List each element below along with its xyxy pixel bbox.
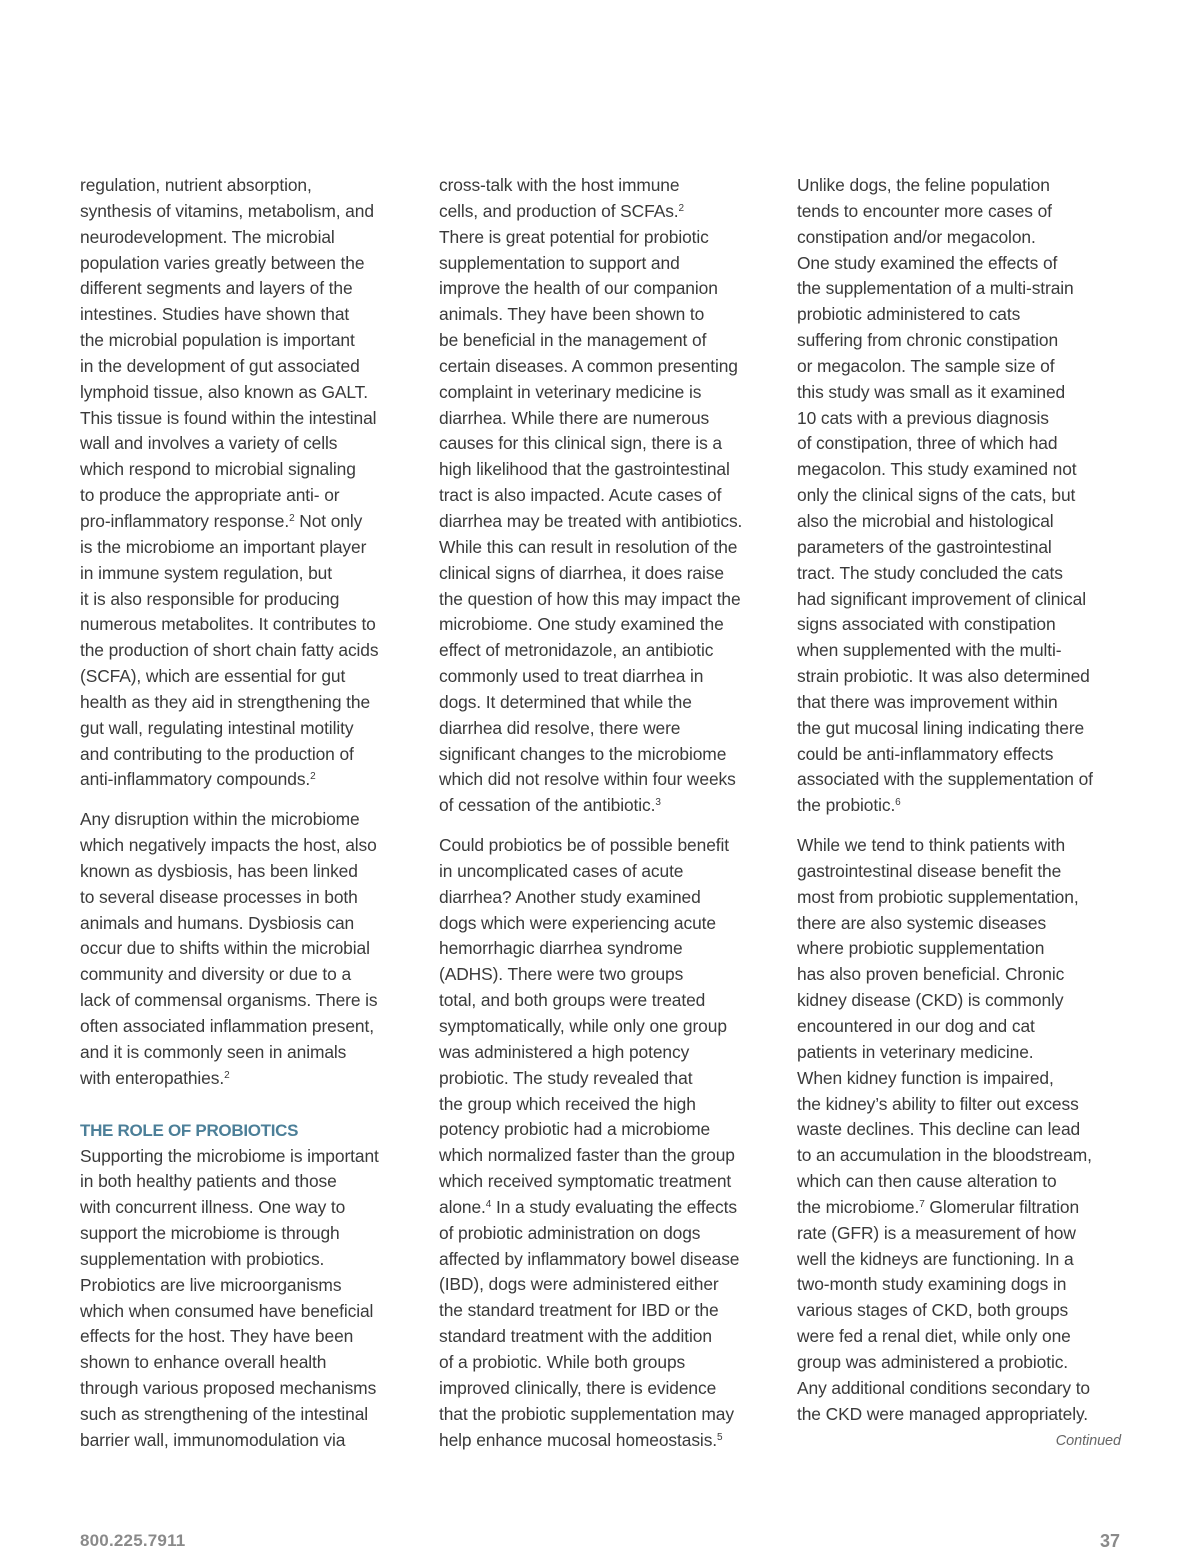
text-fragment: with enteropathies. xyxy=(80,1067,225,1088)
text-line: While this can result in resolution of the xyxy=(439,536,738,557)
text-line: While we tend to think patients with xyxy=(797,835,1066,856)
text-line: commonly used to treat diarrhea in xyxy=(439,666,704,687)
paragraph-chronic-kidney-disease xyxy=(797,833,1121,1427)
text-line: suffering from chronic constipation xyxy=(797,330,1059,351)
text-column-1 xyxy=(80,173,420,1454)
text-line: Supporting the microbiome is important xyxy=(80,1145,379,1166)
text-line: that the probiotic supplementation may xyxy=(439,1403,734,1424)
page-number: 37 xyxy=(1099,1531,1120,1551)
text-fragment: the probiotic. xyxy=(797,795,896,816)
text-line: improve the health of our companion xyxy=(439,278,718,299)
text-line: animals and humans. Dysbiosis can xyxy=(80,912,355,933)
text-line: rate (GFR) is a measurement of how xyxy=(797,1222,1076,1243)
text-line: improved clinically, there is evidence xyxy=(439,1377,717,1398)
paragraph-probiotic-potential xyxy=(439,173,769,819)
text-line: One study examined the effects of xyxy=(797,252,1058,273)
text-line: When kidney function is impaired, xyxy=(797,1067,1054,1088)
text-line: (IBD), dogs were administered either xyxy=(439,1274,719,1295)
footnote-ref: 5 xyxy=(717,1431,723,1443)
text-line: high likelihood that the gastrointestinal xyxy=(439,459,730,480)
text-line: in uncomplicated cases of acute xyxy=(439,860,684,881)
paragraph-acute-diarrhea-studies xyxy=(439,833,769,1453)
text-line: and contributing to the production of xyxy=(80,743,354,764)
text-line: total, and both groups were treated xyxy=(439,990,706,1011)
text-line: waste declines. This decline can lead xyxy=(797,1119,1081,1140)
footnote-ref: 2 xyxy=(310,771,316,783)
text-line xyxy=(80,1066,420,1092)
text-column-3 xyxy=(797,173,1121,1451)
text-line: standard treatment with the addition xyxy=(439,1326,712,1347)
text-line: effect of metronidazole, an antibiotic xyxy=(439,640,714,661)
text-line: support the microbiome is through xyxy=(80,1223,340,1244)
footnote-ref: 2 xyxy=(678,202,684,214)
text-line: cross-talk with the host immune xyxy=(439,175,680,195)
text-line: diarrhea? Another study examined xyxy=(439,886,701,907)
text-line: diarrhea. While there are numerous xyxy=(439,407,710,428)
text-line: of a probiotic. While both groups xyxy=(439,1351,686,1372)
text-line: in immune system regulation, but xyxy=(80,562,332,583)
text-line: there are also systemic diseases xyxy=(797,912,1047,933)
text-line: Any disruption within the microbiome xyxy=(80,809,360,830)
text-line: neurodevelopment. The microbial xyxy=(80,226,335,247)
text-line: only the clinical signs of the cats, but xyxy=(797,485,1076,506)
text-line: potency probiotic had a microbiome xyxy=(439,1119,711,1140)
text-line: the group which received the high xyxy=(439,1093,696,1114)
text-line: Probiotics are live microorganisms xyxy=(80,1274,342,1295)
text-line: it is also responsible for producing xyxy=(80,588,340,609)
text-line: clinical signs of diarrhea, it does raise xyxy=(439,562,724,583)
text-line: causes for this clinical sign, there is a xyxy=(439,433,722,454)
text-line: synthesis of vitamins, metabolism, and xyxy=(80,200,374,221)
text-line: There is great potential for probiotic xyxy=(439,226,709,247)
footnote-ref: 2 xyxy=(289,512,295,524)
text-line: encountered in our dog and cat xyxy=(797,1016,1035,1036)
text-line: lymphoid tissue, also known as GALT. xyxy=(80,381,368,402)
text-line: tract is also impacted. Acute cases of xyxy=(439,485,722,506)
footnote-ref: 3 xyxy=(655,797,661,809)
text-line: kidney disease (CKD) is commonly xyxy=(797,990,1064,1011)
text-fragment: help enhance mucosal homeostasis. xyxy=(439,1429,718,1450)
text-line: diarrhea may be treated with antibiotics. xyxy=(439,510,743,531)
text-line: to an accumulation in the bloodstream, xyxy=(797,1145,1092,1166)
text-line xyxy=(439,793,769,819)
footnote-ref: 4 xyxy=(485,1198,492,1210)
text-line: supplementation to support and xyxy=(439,252,680,273)
text-line: through various proposed mechanisms xyxy=(80,1378,377,1399)
text-line: shown to enhance overall health xyxy=(80,1352,327,1373)
text-line: which received symptomatic treatment xyxy=(439,1171,732,1192)
text-line: with concurrent illness. One way to xyxy=(80,1197,346,1218)
footnote-ref: 6 xyxy=(895,797,901,809)
text-line: patients in veterinary medicine. xyxy=(797,1041,1034,1062)
text-line: the gut mucosal lining indicating there xyxy=(797,717,1085,738)
text-line: well the kidneys are functioning. In a xyxy=(797,1248,1074,1269)
text-line: effects for the host. They have been xyxy=(80,1326,354,1347)
text-line: which when consumed have beneficial xyxy=(80,1300,374,1321)
footnote-ref: 7 xyxy=(919,1198,925,1210)
text-line: most from probiotic supplementation, xyxy=(797,886,1079,907)
text-line xyxy=(439,199,769,225)
text-line: population varies greatly between the xyxy=(80,252,365,273)
text-line: which negatively impacts the host, also xyxy=(80,835,377,856)
text-line: to produce the appropriate anti- or xyxy=(80,485,340,506)
text-line: probiotic administered to cats xyxy=(797,304,1021,325)
text-line: barrier wall, immunomodulation via xyxy=(80,1429,346,1450)
text-fragment: alone. xyxy=(439,1196,486,1217)
text-line: affected by inflammatory bowel disease xyxy=(439,1248,740,1269)
footnote-ref: 2 xyxy=(224,1069,230,1081)
text-line: gastrointestinal disease benefit the xyxy=(797,860,1062,881)
text-line: tract. The study concluded the cats xyxy=(797,562,1063,583)
text-line: significant changes to the microbiome xyxy=(439,743,727,764)
text-line: (ADHS). There were two groups xyxy=(439,964,684,985)
text-line xyxy=(797,1195,1121,1221)
text-line: was administered a high potency xyxy=(439,1041,690,1062)
text-line: signs associated with constipation xyxy=(797,614,1056,635)
text-line: of constipation, three of which had xyxy=(797,433,1058,454)
text-line: Any additional conditions secondary to xyxy=(797,1377,1090,1398)
text-fragment: Glomerular filtration xyxy=(924,1196,1080,1217)
text-line: This tissue is found within the intestinal xyxy=(80,407,377,428)
text-line: strain probiotic. It was also determined xyxy=(797,666,1090,687)
text-line: animals. They have been shown to xyxy=(439,304,705,325)
text-fragment: Not only xyxy=(294,510,363,531)
text-line: known as dysbiosis, has been linked xyxy=(80,860,358,881)
text-line: in both healthy patients and those xyxy=(80,1171,337,1192)
text-line: the CKD were managed appropriately. xyxy=(797,1403,1089,1424)
text-line: when supplemented with the multi- xyxy=(797,640,1062,661)
text-line: were fed a renal diet, while only one xyxy=(797,1326,1071,1347)
text-line: which normalized faster than the group xyxy=(439,1145,735,1166)
text-line: wall and involves a variety of cells xyxy=(80,433,338,454)
text-line xyxy=(439,1428,769,1454)
text-fragment: pro-inflammatory response. xyxy=(80,510,290,531)
text-line xyxy=(797,793,1121,819)
text-fragment: cells, and production of SCFAs. xyxy=(439,200,679,221)
text-line: such as strengthening of the intestinal xyxy=(80,1403,369,1424)
text-line: also the microbial and histological xyxy=(797,510,1054,531)
text-column-2 xyxy=(439,173,769,1453)
text-line: various stages of CKD, both groups xyxy=(797,1300,1069,1321)
text-line: where probiotic supplementation xyxy=(797,938,1045,959)
paragraph-role-of-probiotics xyxy=(80,1144,420,1454)
text-line: megacolon. This study examined not xyxy=(797,459,1077,480)
text-line xyxy=(80,767,420,793)
text-line: group was administered a probiotic. xyxy=(797,1351,1069,1372)
text-line: or megacolon. The sample size of xyxy=(797,355,1055,376)
text-line: tends to encounter more cases of xyxy=(797,200,1052,221)
text-line: to several disease processes in both xyxy=(80,886,358,907)
text-line: regulation, nutrient absorption, xyxy=(80,175,312,195)
text-line: had significant improvement of clinical xyxy=(797,588,1086,609)
text-line: constipation and/or megacolon. xyxy=(797,226,1036,247)
text-line: numerous metabolites. It contributes to xyxy=(80,614,376,635)
text-line: the production of short chain fatty acids xyxy=(80,640,379,661)
text-line: different segments and layers of the xyxy=(80,278,353,299)
text-line xyxy=(80,509,420,535)
text-line: health as they aid in strengthening the xyxy=(80,691,371,712)
text-line: that there was improvement within xyxy=(797,691,1058,712)
text-line: of probiotic administration on dogs xyxy=(439,1222,701,1243)
text-fragment: of cessation of the antibiotic. xyxy=(439,795,656,816)
text-line: which respond to microbial signaling xyxy=(80,459,356,480)
text-line: intestines. Studies have shown that xyxy=(80,304,350,325)
text-line: gut wall, regulating intestinal motility xyxy=(80,717,354,738)
text-line: could be anti-inflammatory effects xyxy=(797,743,1054,764)
text-line: the kidney’s ability to filter out excess xyxy=(797,1093,1079,1114)
paragraph-feline-constipation xyxy=(797,173,1121,819)
text-line: which did not resolve within four weeks xyxy=(439,769,736,790)
text-line: microbiome. One study examined the xyxy=(439,614,724,635)
text-line: this study was small as it examined xyxy=(797,381,1066,402)
continued-label: Continued xyxy=(1055,1432,1121,1449)
text-line: the standard treatment for IBD or the xyxy=(439,1300,719,1321)
text-line: lack of commensal organisms. There is xyxy=(80,990,378,1011)
paragraph-gut-microbiome-functions xyxy=(80,173,420,793)
text-line: two-month study examining dogs in xyxy=(797,1274,1067,1295)
text-line: Unlike dogs, the feline population xyxy=(797,175,1050,195)
text-line: parameters of the gastrointestinal xyxy=(797,536,1052,557)
text-line: be beneficial in the management of xyxy=(439,330,707,351)
text-line: symptomatically, while only one group xyxy=(439,1016,727,1036)
text-line: certain diseases. A common presenting xyxy=(439,355,738,376)
text-line: 10 cats with a previous diagnosis xyxy=(797,407,1049,428)
text-fragment: the microbiome. xyxy=(797,1196,920,1217)
text-line: is the microbiome an important player xyxy=(80,536,367,557)
text-fragment: anti-inflammatory compounds. xyxy=(80,769,311,790)
paragraph-dysbiosis xyxy=(80,807,420,1091)
text-line: often associated inflammation present, xyxy=(80,1016,374,1036)
text-line: diarrhea did resolve, there were xyxy=(439,717,681,738)
text-line: probiotic. The study revealed that xyxy=(439,1067,693,1088)
text-line: dogs. It determined that while the xyxy=(439,691,692,712)
text-fragment: In a study evaluating the effects xyxy=(491,1196,737,1217)
text-line: complaint in veterinary medicine is xyxy=(439,381,702,402)
text-line: hemorrhagic diarrhea syndrome xyxy=(439,938,683,959)
text-line: the microbial population is important xyxy=(80,330,355,351)
text-line: the supplementation of a multi-strain xyxy=(797,278,1074,299)
text-line: dogs which were experiencing acute xyxy=(439,912,716,933)
text-line: has also proven beneficial. Chronic xyxy=(797,964,1065,985)
text-line: associated with the supplementation of xyxy=(797,769,1093,790)
text-line: supplementation with probiotics. xyxy=(80,1248,325,1269)
text-line: and it is commonly seen in animals xyxy=(80,1041,347,1062)
text-line: the question of how this may impact the xyxy=(439,588,741,609)
footer-phone-number: 800.225.7911 xyxy=(80,1531,186,1550)
section-heading: THE ROLE OF PROBIOTICS xyxy=(80,1120,299,1140)
text-line: (SCFA), which are essential for gut xyxy=(80,666,346,687)
text-line: community and diversity or due to a xyxy=(80,964,352,985)
text-line: occur due to shifts within the microbial xyxy=(80,938,370,959)
text-line xyxy=(439,1195,769,1221)
text-line: Could probiotics be of possible benefit xyxy=(439,835,729,856)
text-line: which can then cause alteration to xyxy=(797,1171,1057,1192)
text-line: in the development of gut associated xyxy=(80,355,360,376)
